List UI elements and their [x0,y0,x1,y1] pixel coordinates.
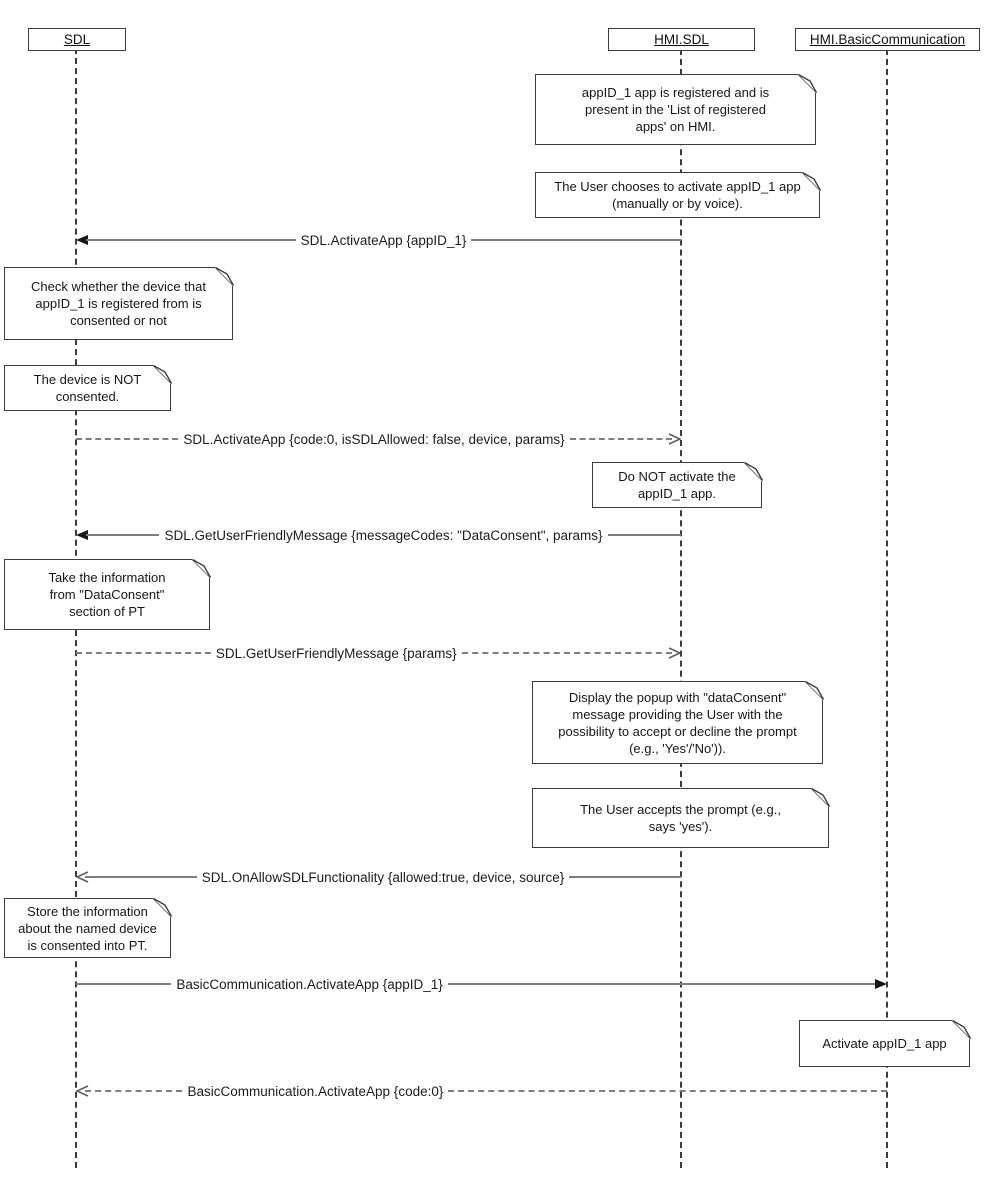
note-store-information-pt [4,898,171,958]
message-label: BasicCommunication.ActivateApp {code:0} [187,1083,444,1099]
message-onallowsdlfunctionality [76,868,681,886]
note-activate-app [799,1020,970,1067]
message-activateapp-request [76,231,681,249]
lifeline-name: SDL [63,32,91,47]
note-text: The User accepts the prompt (e.g., says 'yes'). [580,802,781,834]
note-display-popup [532,681,823,764]
note-device-not-consented [4,365,171,411]
note-text: Do NOT activate the appID_1 app. [618,469,736,501]
note-fold-icon [805,681,824,700]
note-text: The device is NOT consented. [33,372,142,404]
message-label: SDL.ActivateApp {appID_1} [300,232,467,248]
message-activateapp-response [76,430,681,448]
message-getuserfriendlymessage-response [76,644,681,662]
note-user-accepts-prompt [532,788,829,848]
note-fold-icon [192,559,211,578]
arrowhead-open-right-icon [668,647,681,659]
arrowhead-filled-right-icon [875,979,887,989]
lifeline-name: HMI.BasicCommunication [809,32,966,47]
message-getuserfriendlymessage-request [76,526,681,544]
note-fold-icon [744,462,763,481]
note-user-chooses-activate [535,172,820,218]
message-label: SDL.OnAllowSDLFunctionality {allowed:true, device, source} [201,869,565,885]
note-app-registered [535,74,816,145]
note-fold-icon [798,74,817,93]
lifeline-head-hmi-basiccommunication [795,28,980,51]
note-fold-icon [153,365,172,384]
message-label: SDL.GetUserFriendlyMessage {messageCodes: "DataConsent", params} [164,527,603,543]
message-label: BasicCommunication.ActivateApp {appID_1} [176,976,443,992]
note-fold-icon [802,172,821,191]
note-take-information-pt [4,559,210,630]
note-fold-icon [153,898,172,917]
message-label: SDL.ActivateApp {code:0, isSDLAllowed: false, device, params} [183,431,565,447]
lifeline-name: HMI.SDL [654,32,709,47]
note-check-device-consent [4,267,233,340]
arrowhead-open-right-icon [668,433,681,445]
note-text: appID_1 app is registered and is present in the 'List of registered apps' on HMI. [581,85,770,134]
note-text: Check whether the device that appID_1 is registered from is consented or not [31,279,206,328]
note-fold-icon [952,1020,971,1039]
note-text: Activate appID_1 app [822,1036,947,1051]
message-bc-activateapp-response [76,1082,887,1100]
note-text: Take the information from "DataConsent" section of PT [48,570,166,619]
lifeline-head-hmi-sdl [608,28,755,51]
message-bc-activateapp-request [76,975,887,993]
note-do-not-activate [592,462,762,508]
lifeline-head-sdl [28,28,126,51]
note-text: The User chooses to activate appID_1 app (manually or by voice). [554,179,801,211]
note-text: Display the popup with "dataConsent" message providing the User with the possibility to accept or decline the prompt (e.g., 'Yes'/'No')). [558,689,797,756]
note-fold-icon [811,788,830,807]
note-text: Store the information about the named device is consented into PT. [18,903,157,953]
message-label: SDL.GetUserFriendlyMessage {params} [215,645,457,661]
note-fold-icon [215,267,234,286]
lifeline-hmi-basiccommunication [886,49,888,1168]
